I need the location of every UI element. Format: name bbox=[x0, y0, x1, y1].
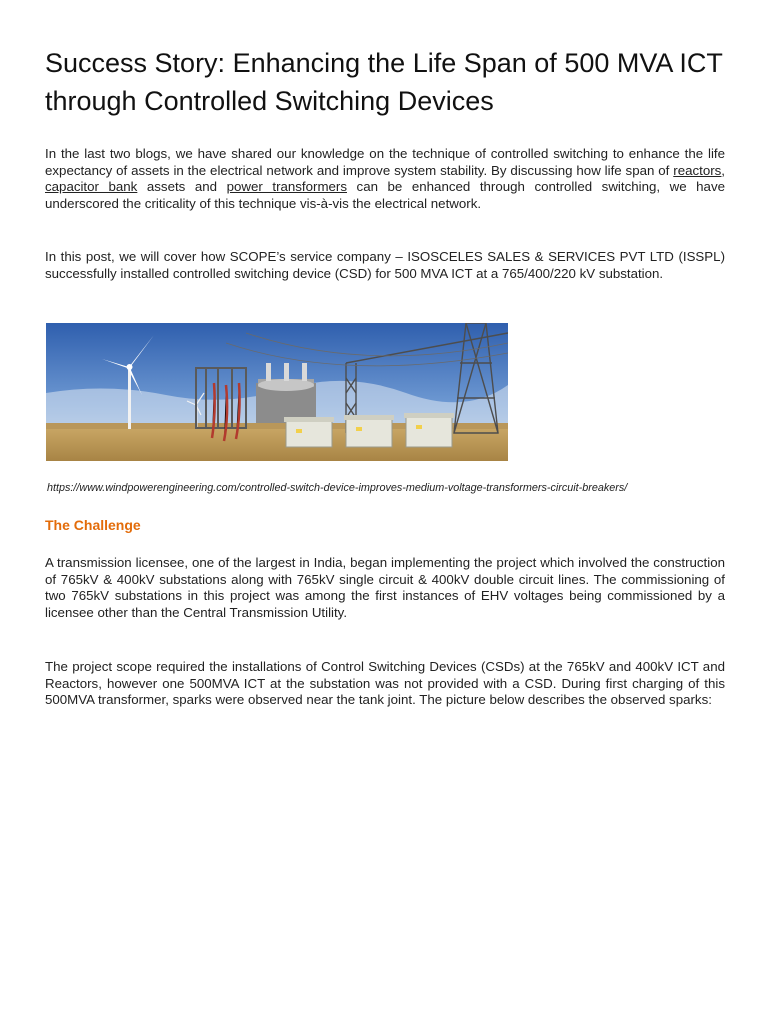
intro-text-3: can be enhanced through controlled switching, we have underscored the criticality of this technique vis-à-vis the electrical network. bbox=[45, 179, 725, 211]
power-transformers-link[interactable]: power transformers bbox=[226, 179, 347, 195]
image-source-caption[interactable]: https://www.windpowerengineering.com/controlled-switch-device-improves-medium-voltage-transformers-circuit-breakers/ bbox=[47, 482, 628, 494]
challenge-paragraph: A transmission licensee, one of the largest in India, began implementing the project which involved the construction of 765kV & 400kV substations along with 765kV single circuit & 400kV double circuit lines. The commissioning of two 765kV substations in this project was among the first instances of EHV voltages being commissioned by a licensee other than the Central Transmission Utility. bbox=[45, 555, 725, 620]
article-title: Success Story: Enhancing the Life Span of 500 MVA ICT through Controlled Switching Devices bbox=[45, 48, 723, 116]
intro-text-1: In the last two blogs, we have shared our knowledge on the technique of controlled switching to enhance the life expectancy of assets in the electrical network and improve system stability. By discussing how life span of bbox=[45, 146, 725, 178]
intro-paragraph bbox=[45, 146, 725, 212]
intro-text-2: assets and bbox=[137, 179, 227, 195]
project-scope-paragraph: The project scope required the installations of Control Switching Devices (CSDs) at the 765kV and 400kV ICT and Reactors, however one 500MVA ICT at the substation was not provided with a CSD. During first charging of this 500MVA transformer, sparks were observed near the tank joint. The picture below describes the observed sparks: bbox=[45, 659, 725, 708]
section-heading-challenge: The Challenge bbox=[45, 517, 141, 533]
scope-paragraph: In this post, we will cover how SCOPE’s service company – ISOSCELES SALES & SERVICES PVT LTD (ISSPL) successfully installed controlled switching device (CSD) for 500 MVA ICT at a 765/400/220 kV substation. bbox=[45, 249, 725, 281]
substation-photo bbox=[46, 323, 508, 461]
reactors-capacitor-bank-link[interactable]: reactors, capacitor bank bbox=[45, 162, 725, 195]
